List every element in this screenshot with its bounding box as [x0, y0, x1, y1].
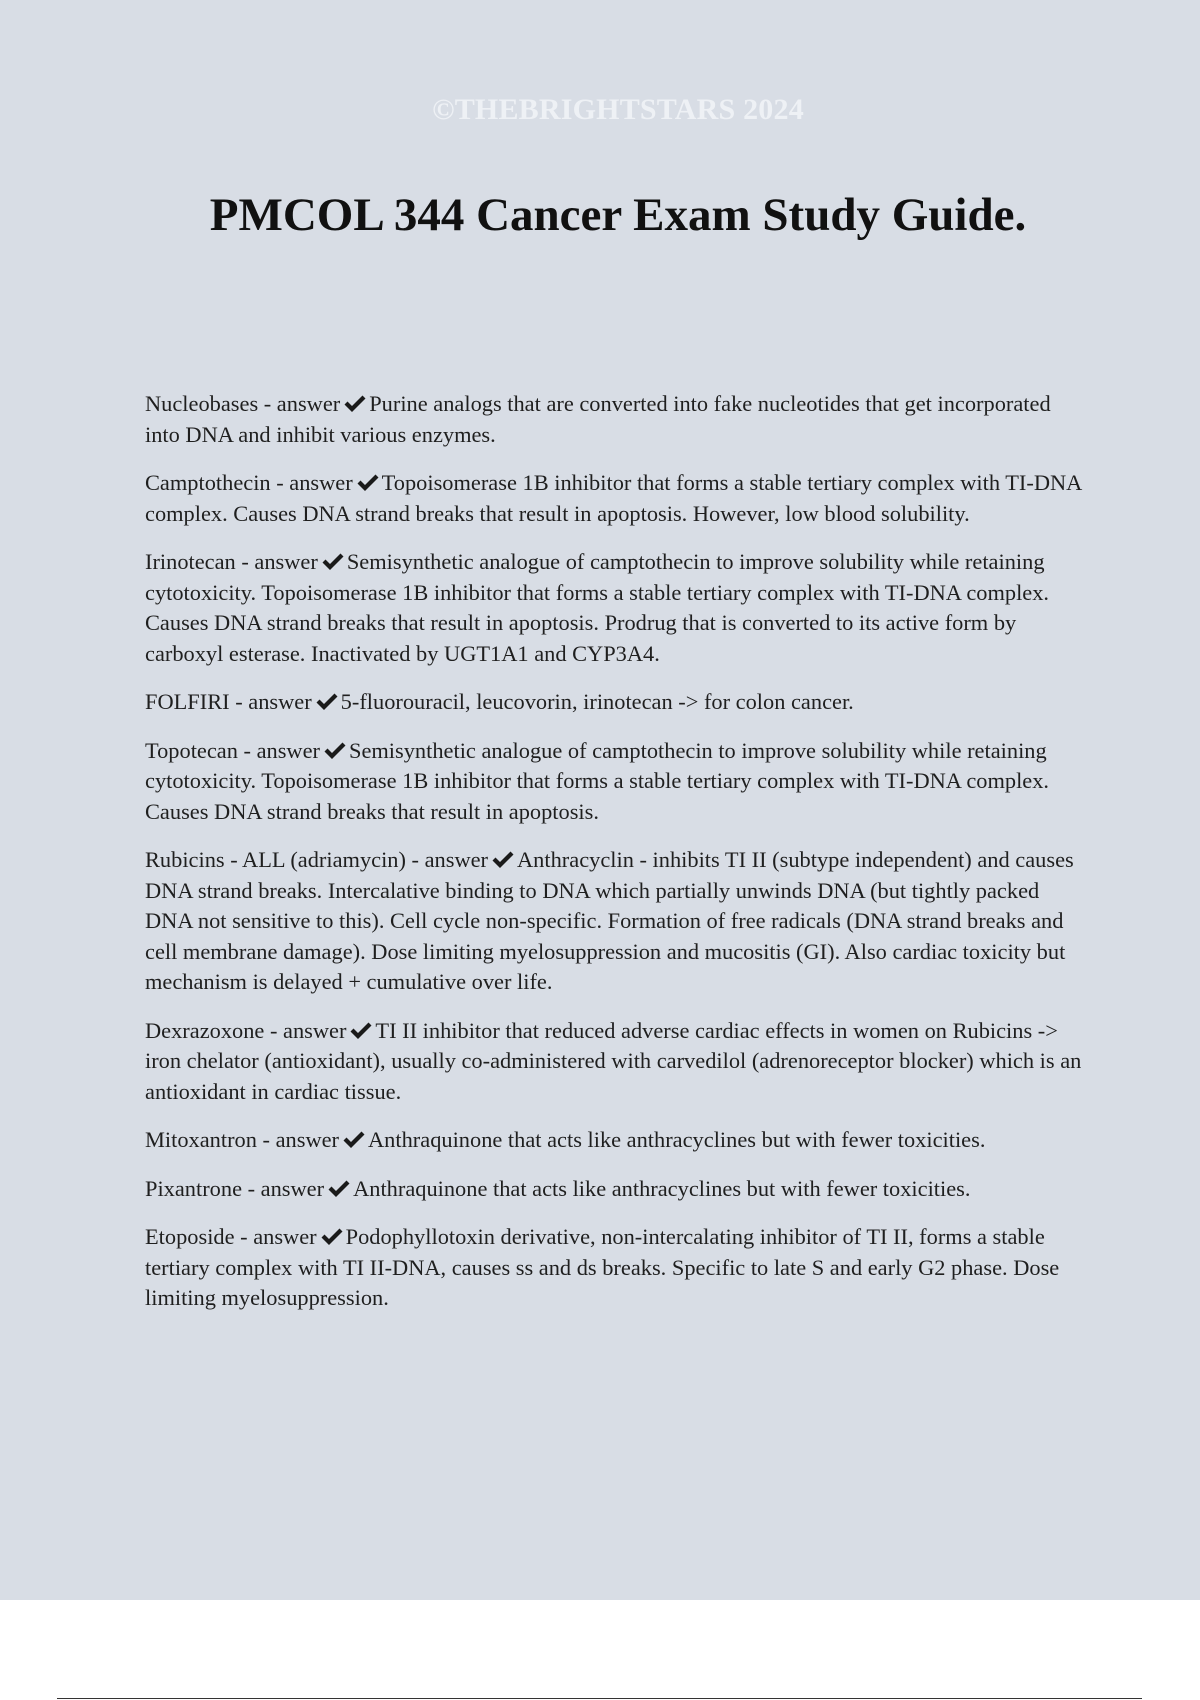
checkmark-icon — [349, 1021, 373, 1041]
list-item — [145, 547, 1090, 669]
entry-term: Pixantrone - answer — [145, 1175, 325, 1201]
list-item — [145, 1016, 1090, 1108]
list-item — [145, 1125, 1090, 1156]
list-item — [145, 468, 1090, 529]
entry-definition: Anthracyclin - inhibits TI II (subtype independent) and causes DNA strand breaks. Intercalative binding to DNA which partially unwinds DNA (but tightly packed DNA not sensitive to this). Cell cycle non-specific. Formation of free radicals (DNA strand breaks and cell membrane damage). Dose limiting myelosuppression and mucositis (GI). Also cardiac toxicity but mechanism is delayed + cumulative over life. — [145, 847, 1074, 994]
checkmark-icon — [342, 1130, 366, 1150]
entry-term: FOLFIRI - answer — [145, 689, 312, 714]
entry-definition: Anthraquinone that acts like anthracyclines but with fewer toxicities. — [368, 1127, 986, 1152]
entry-term: Mitoxantron - answer — [145, 1127, 340, 1152]
checkmark-icon — [323, 741, 347, 761]
checkmark-icon — [321, 552, 345, 572]
checkmark-icon — [320, 1227, 344, 1247]
checkmark-icon — [315, 692, 339, 712]
entry-definition: Purine analogs that are converted into fake nucleotides that get incorporated into DNA and inhibit various enzymes. — [145, 391, 1051, 447]
checkmark-icon — [327, 1179, 351, 1199]
entry-term: Camptothecin - answer — [145, 470, 353, 495]
checkmark-icon — [491, 850, 515, 870]
checkmark-icon — [356, 473, 380, 493]
entry-list — [145, 389, 1090, 1332]
page-title: PMCOL 344 Cancer Exam Study Guide. — [209, 189, 1027, 241]
footer-divider — [57, 1698, 1142, 1699]
list-item — [145, 736, 1090, 828]
entry-definition: TI II inhibitor that reduced adverse cardiac effects in women on Rubicins -> iron chelator (antioxidant), usually co-administered with carvedilol (adrenoreceptor blocker) which is an antioxidant in cardiac tissue. — [145, 1017, 1082, 1104]
list-item — [145, 845, 1090, 998]
entry-term: Rubicins - ALL (adriamycin) - answer — [145, 847, 489, 872]
entry-term: Topotecan - answer — [145, 737, 320, 763]
list-item — [145, 1174, 1090, 1205]
entry-term: Etoposide - answer — [145, 1224, 317, 1249]
list-item — [145, 389, 1090, 450]
entry-definition: Semisynthetic analogue of camptothecin to improve solubility while retaining cytotoxicity. Topoisomerase 1B inhibitor that forms a stable tertiary complex with TI-DNA complex. Causes DNA strand breaks that result in apoptosis. — [145, 737, 1050, 824]
checkmark-icon — [343, 394, 367, 414]
entry-term: Nucleobases - answer — [145, 391, 341, 416]
entry-term: Dexrazoxone - answer — [145, 1017, 347, 1043]
entry-definition: 5-fluorouracil, leucovorin, irinotecan -> for colon cancer. — [340, 689, 854, 714]
entry-definition: Semisynthetic analogue of camptothecin to improve solubility while retaining cytotoxicity. Topoisomerase 1B inhibitor that forms a stable tertiary complex with TI-DNA complex. Causes DNA strand breaks that result in apoptosis. Prodrug that is converted to its active form by carboxyl esterase. Inactivated by UGT1A1 and CYP3A4. — [145, 549, 1050, 666]
entry-definition: Podophyllotoxin derivative, non-intercalating inhibitor of TI II, forms a stable tertiary complex with TI II-DNA, causes ss and ds breaks. Specific to late S and early G2 phase. Dose limiting myelosuppression. — [145, 1224, 1060, 1310]
watermark: ©THEBRIGHTSTARS 2024 — [432, 93, 804, 126]
entry-definition: Anthraquinone that acts like anthracyclines but with fewer toxicities. — [353, 1175, 971, 1201]
list-item — [145, 687, 1090, 718]
entry-definition: Topoisomerase 1B inhibitor that forms a stable tertiary complex with TI-DNA complex. Causes DNA strand breaks that result in apoptosis. However, low blood solubility. — [145, 470, 1082, 526]
entry-term: Irinotecan - answer — [145, 549, 318, 574]
list-item — [145, 1222, 1090, 1314]
